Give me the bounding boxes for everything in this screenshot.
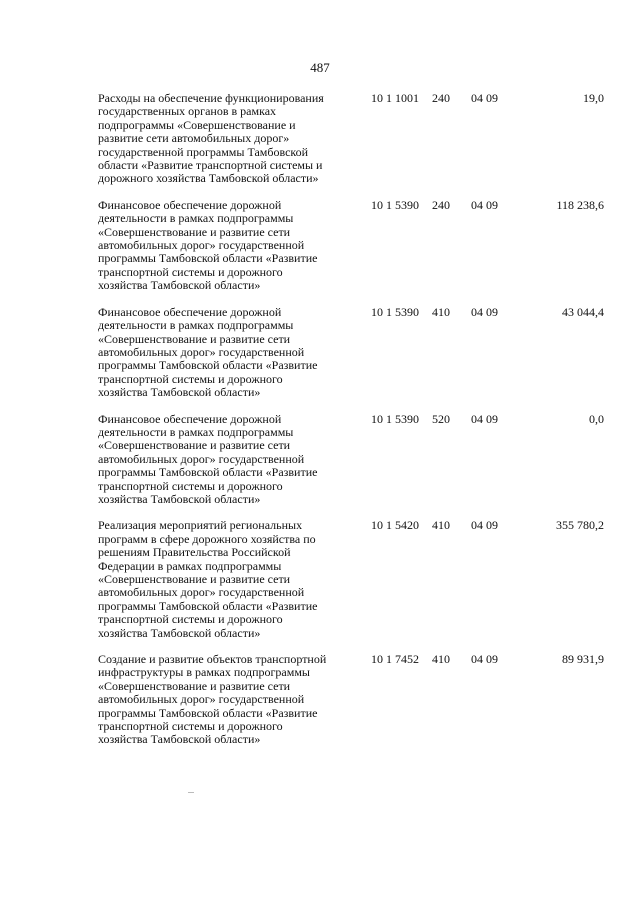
page-number: 487 [310,60,330,75]
row-amount: 118 238,6 [556,197,604,212]
row-description: Реализация мероприятий региональных программ в сфере дорожного хозяйства по решениям Правительства Российской Федерации в рамках подпрограммы «Совершенствование и развитие сети автомобильных дорог» государственной программы Тамбовской области «Развитие транспортной системы и дорожного хозяйства Тамбовской области» [98,518,318,640]
table-row [0,92,640,186]
table-row [0,413,640,507]
budget-table [0,92,640,760]
row-target-article-code: 10 1 1001 [371,91,419,105]
row-target-article-code: 10 1 5420 [371,518,419,533]
row-target-article-code: 10 1 7452 [371,652,419,667]
row-amount: 89 931,9 [562,652,604,667]
row-section-code: 04 09 [471,518,498,533]
row-expense-type-code: 240 [432,91,450,105]
row-expense-type-code: 410 [432,304,450,319]
row-description: Расходы на обеспечение функционирования государственных органов в рамках подпрограммы «Совершенствование и развитие сети автомобильных дорог» государственной программы Тамбовской области «Развитие транспортной системы и дорожного хозяйства Тамбовской области» [98,91,324,186]
row-section-code: 04 09 [471,91,498,105]
row-section-code: 04 09 [471,197,498,212]
scan-speck [188,792,194,793]
row-section-code: 04 09 [471,652,498,667]
row-target-article-code: 10 1 5390 [371,304,419,319]
table-row [0,519,640,640]
row-section-code: 04 09 [471,411,498,426]
row-amount: 43 044,4 [562,304,604,319]
row-expense-type-code: 240 [432,197,450,212]
row-amount: 355 780,2 [556,518,604,533]
row-target-article-code: 10 1 5390 [371,411,419,426]
table-row [0,306,640,400]
row-target-article-code: 10 1 5390 [371,197,419,212]
row-expense-type-code: 520 [432,411,450,426]
table-row [0,653,640,747]
table-row [0,199,640,293]
row-description: Финансовое обеспечение дорожной деятельности в рамках подпрограммы «Совершенствование и развитие сети автомобильных дорог» государственной программы Тамбовской области «Развитие транспортной системы и дорожного хозяйства Тамбовской области» [98,197,318,293]
row-expense-type-code: 410 [432,518,450,533]
row-expense-type-code: 410 [432,652,450,667]
row-amount: 19,0 [583,91,604,105]
row-description: Финансовое обеспечение дорожной деятельности в рамках подпрограммы «Совершенствование и развитие сети автомобильных дорог» государственной программы Тамбовской области «Развитие транспортной системы и дорожного хозяйства Тамбовской области» [98,411,318,506]
row-amount: 0,0 [589,411,604,426]
row-description: Создание и развитие объектов транспортной инфраструктуры в рамках подпрограммы «Совершенствование и развитие сети автомобильных дорог» государственной программы Тамбовской области «Развитие транспортной системы и дорожного хозяйства Тамбовской области» [98,652,327,747]
row-description: Финансовое обеспечение дорожной деятельности в рамках подпрограммы «Совершенствование и развитие сети автомобильных дорог» государственной программы Тамбовской области «Развитие транспортной системы и дорожного хозяйства Тамбовской области» [98,304,318,400]
row-section-code: 04 09 [471,304,498,319]
